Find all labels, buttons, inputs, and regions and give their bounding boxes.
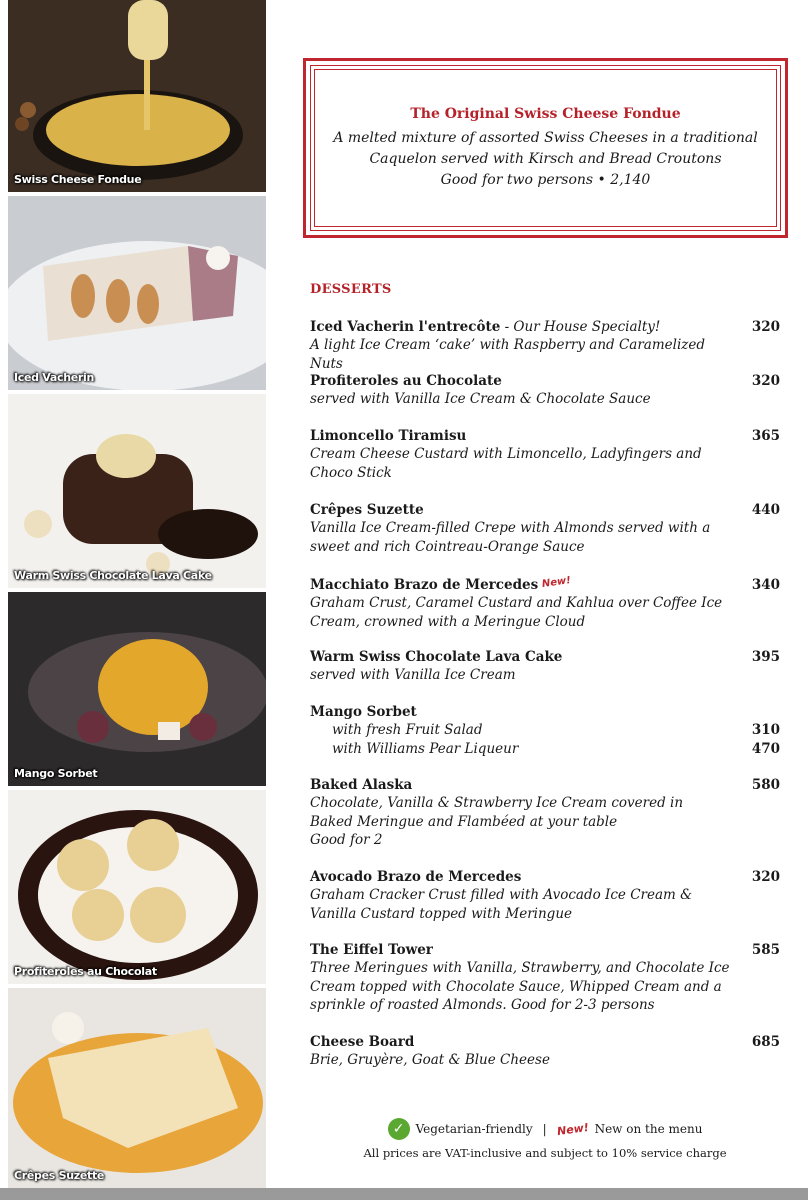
new-label: New on the menu bbox=[594, 1122, 703, 1136]
legend-separator: | bbox=[542, 1122, 547, 1136]
menu-item bbox=[310, 574, 780, 631]
vat-note: All prices are VAT-inclusive and subject to 10% service charge bbox=[363, 1146, 727, 1160]
option-label: with fresh Fruit Salad bbox=[332, 722, 483, 738]
photo-swiss-cheese-fondue bbox=[8, 0, 266, 196]
item-serving: Good for 2 bbox=[310, 832, 383, 848]
photo-iced-vacherin bbox=[8, 196, 266, 394]
menu-item bbox=[310, 941, 780, 1015]
item-name: Iced Vacherin l'entrecôte - Our House Specialty! bbox=[310, 319, 661, 335]
section-title-desserts: DESSERTS bbox=[310, 282, 392, 297]
item-price: 440 bbox=[751, 502, 780, 518]
fondue-description-line-1: A melted mixture of assorted Swiss Cheeses in a traditional bbox=[333, 129, 758, 146]
item-option bbox=[310, 721, 780, 740]
fondue-feature-inner bbox=[310, 65, 781, 231]
lava-cake-image bbox=[8, 394, 266, 592]
vegetarian-label: Vegetarian-friendly bbox=[415, 1122, 533, 1136]
item-name: Avocado Brazo de Mercedes bbox=[310, 869, 522, 885]
fondue-serving-price: Good for two persons • 2,140 bbox=[440, 171, 651, 188]
item-name: Cheese Board bbox=[310, 1034, 415, 1050]
item-price: 685 bbox=[751, 1034, 780, 1050]
menu-item bbox=[310, 648, 780, 685]
item-price: 585 bbox=[751, 942, 780, 958]
bottom-strip bbox=[0, 1188, 808, 1200]
profiteroles-image bbox=[8, 790, 266, 988]
photo-mango-sorbet bbox=[8, 592, 266, 790]
photo-chocolate-lava-cake bbox=[8, 394, 266, 592]
menu-item bbox=[310, 703, 780, 758]
item-price: 365 bbox=[751, 428, 780, 444]
item-name: Mango Sorbet bbox=[310, 704, 417, 720]
item-price: 320 bbox=[751, 869, 780, 885]
item-description: served with Vanilla Ice Cream bbox=[310, 667, 516, 683]
fondue-feature-box bbox=[303, 58, 788, 238]
new-badge: New! bbox=[541, 575, 572, 590]
item-description: A light Ice Cream ‘cake’ with Raspberry and Caramelized Nuts bbox=[310, 337, 706, 372]
new-badge-icon: New! bbox=[555, 1120, 590, 1138]
item-name: The Eiffel Tower bbox=[310, 942, 433, 958]
photo-caption: Crêpes Suzette bbox=[14, 1169, 105, 1182]
item-price: 395 bbox=[751, 649, 780, 665]
item-price: 320 bbox=[751, 319, 780, 335]
item-tag: - Our House Specialty! bbox=[500, 319, 661, 335]
item-price: 580 bbox=[751, 777, 780, 793]
item-description: Vanilla Ice Cream-filled Crepe with Almonds served with a sweet and rich Cointreau-Orange Sauce bbox=[310, 520, 711, 555]
menu-footer bbox=[300, 1118, 790, 1160]
option-price: 470 bbox=[751, 740, 780, 757]
photo-caption: Profiteroles au Chocolat bbox=[14, 965, 157, 978]
item-price: 320 bbox=[751, 373, 780, 389]
item-description: Cream Cheese Custard with Limoncello, Ladyfingers and Choco Stick bbox=[310, 446, 702, 481]
menu-item bbox=[310, 776, 780, 850]
menu-item bbox=[310, 318, 780, 373]
item-description: Chocolate, Vanilla & Strawberry Ice Cream covered in Baked Meringue and Flambéed at your table bbox=[310, 795, 684, 830]
item-name: Macchiato Brazo de Mercedes New! bbox=[310, 574, 571, 594]
photo-caption: Warm Swiss Chocolate Lava Cake bbox=[14, 569, 212, 582]
item-price: 340 bbox=[751, 577, 780, 593]
menu-item bbox=[310, 501, 780, 556]
mango-sorbet-image bbox=[8, 592, 266, 790]
crepes-image bbox=[8, 988, 266, 1188]
item-description: Three Meringues with Vanilla, Strawberry, and Chocolate Ice Cream topped with Chocolate Sauce, Whipped Cream and a sprinkle of roasted Almonds. Good for 2-3 persons bbox=[310, 960, 730, 1013]
fondue-image bbox=[8, 0, 266, 196]
photo-caption: Mango Sorbet bbox=[14, 767, 98, 780]
item-name: Baked Alaska bbox=[310, 777, 413, 793]
fondue-title: The Original Swiss Cheese Fondue bbox=[410, 105, 681, 122]
photo-column bbox=[8, 0, 266, 1188]
item-option bbox=[310, 740, 780, 759]
item-name: Profiteroles au Chocolate bbox=[310, 373, 502, 389]
photo-profiteroles bbox=[8, 790, 266, 988]
fondue-description-line-2: Caquelon served with Kirsch and Bread Croutons bbox=[369, 150, 722, 167]
item-description: Brie, Gruyère, Goat & Blue Cheese bbox=[310, 1052, 550, 1068]
menu-item bbox=[310, 1033, 780, 1070]
menu-item bbox=[310, 427, 780, 482]
item-description: Graham Crust, Caramel Custard and Kahlua over Coffee Ice Cream, crowned with a Meringue Cloud bbox=[310, 595, 723, 630]
option-label: with Williams Pear Liqueur bbox=[332, 740, 519, 757]
legend bbox=[300, 1118, 790, 1140]
item-name: Warm Swiss Chocolate Lava Cake bbox=[310, 649, 563, 665]
menu-item bbox=[310, 372, 780, 409]
photo-caption: Swiss Cheese Fondue bbox=[14, 173, 142, 186]
vegetarian-check-icon: ✓ bbox=[388, 1118, 410, 1140]
option-price: 310 bbox=[751, 722, 780, 738]
menu-item bbox=[310, 868, 780, 923]
item-description: served with Vanilla Ice Cream & Chocolate Sauce bbox=[310, 391, 651, 407]
item-name: Limoncello Tiramisu bbox=[310, 428, 467, 444]
vacherin-image bbox=[8, 196, 266, 394]
photo-caption: Iced Vacherin bbox=[14, 371, 95, 384]
item-name: Crêpes Suzette bbox=[310, 502, 424, 518]
item-description: Graham Cracker Crust filled with Avocado Ice Cream & Vanilla Custard topped with Meringue bbox=[310, 887, 693, 922]
photo-crepes-suzette bbox=[8, 988, 266, 1188]
